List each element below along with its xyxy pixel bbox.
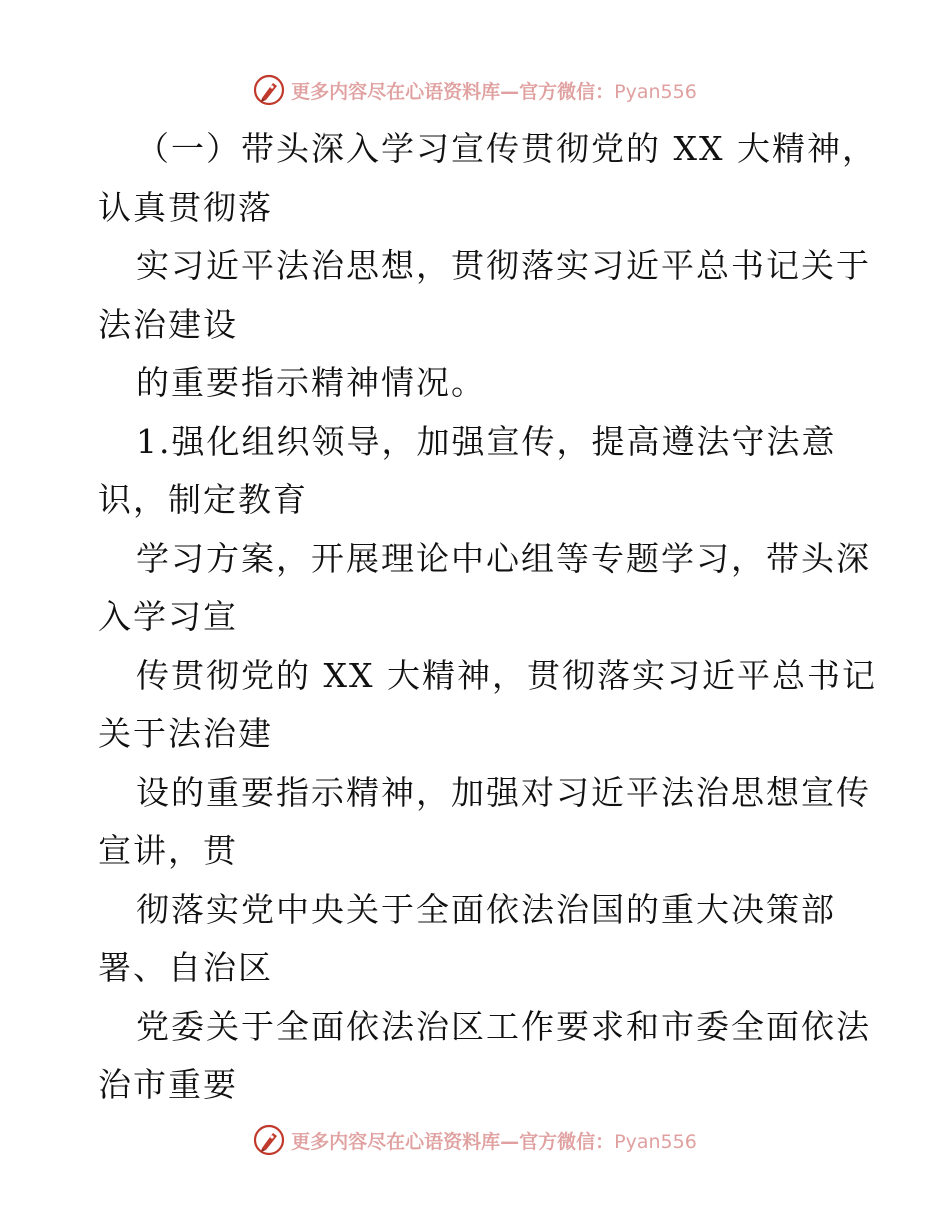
header-banner <box>0 70 950 110</box>
header-banner-text <box>291 77 697 104</box>
body-line: 1.强化组织领导，加强宣传，提高遵法守法意 <box>136 421 837 461</box>
footer-banner-main: 更多内容尽在心语资料库—官方微信： <box>291 1130 615 1153</box>
body-line: 传贯彻党的 XX 大精神，贯彻落实习近平总书记 <box>136 655 877 695</box>
header-banner-main: 更多内容尽在心语资料库—官方微信： <box>291 80 615 103</box>
body-line: 入学习宣 <box>98 597 238 636</box>
body-line: （一）带头深入学习宣传贯彻党的 XX 大精神， <box>136 129 877 168</box>
body-line: 法治建设 <box>98 304 238 344</box>
body-line: 治市重要 <box>98 1065 238 1104</box>
header-banner-account: Pyan556 <box>614 80 697 103</box>
pen-nib-logo-icon <box>253 74 285 106</box>
body-line: 学习方案，开展理论中心组等专题学习，带头深 <box>136 538 871 578</box>
body-line: 宣讲，贯 <box>98 831 238 870</box>
footer-banner <box>0 1120 950 1160</box>
document-body <box>98 120 877 1115</box>
body-line: 彻落实党中央关于全面依法治国的重大决策部 <box>136 889 836 929</box>
body-line: 关于法治建 <box>98 714 273 753</box>
body-line: 识，制定教育 <box>98 480 308 519</box>
body-line: 实习近平法治思想，贯彻落实习近平总书记关于 <box>136 246 871 285</box>
body-line: 设的重要指示精神，加强对习近平法治思想宣传 <box>136 772 871 812</box>
pen-nib-logo-icon <box>253 1124 285 1156</box>
body-line: 的重要指示精神情况。 <box>136 363 486 402</box>
body-line: 认真贯彻落 <box>98 187 273 227</box>
footer-banner-account: Pyan556 <box>614 1130 697 1153</box>
body-line: 署、自治区 <box>98 948 273 987</box>
body-line: 党委关于全面依法治区工作要求和市委全面依法 <box>136 1006 871 1046</box>
footer-banner-text <box>291 1127 697 1154</box>
